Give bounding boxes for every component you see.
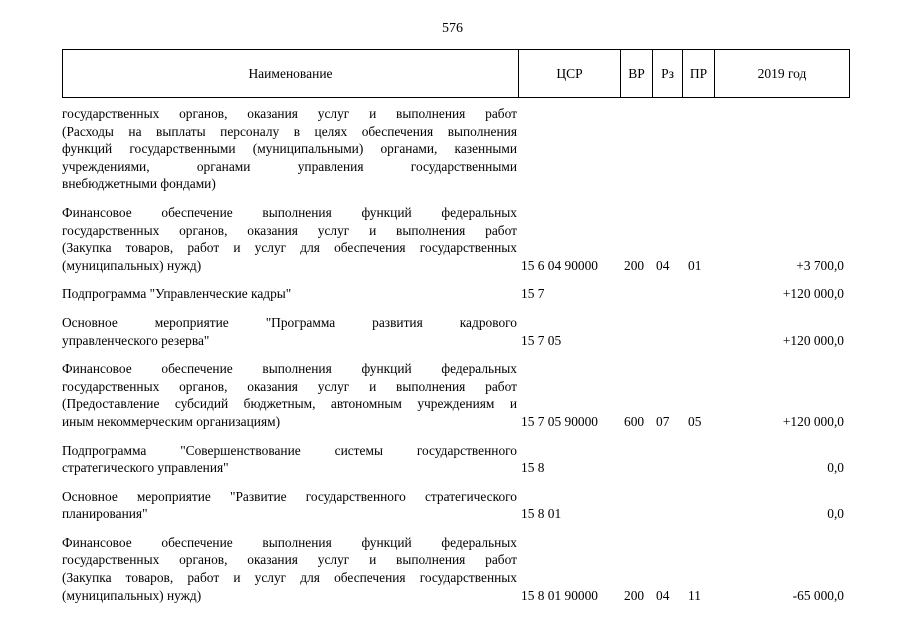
row-name-line: государственных органов, оказания услуг и выполнения работ (62, 552, 517, 568)
row-gap (62, 274, 850, 285)
row-year: 0,0 (827, 506, 844, 522)
header-vr: ВР (621, 50, 653, 97)
row-year: +120 000,0 (782, 332, 844, 348)
table-row (62, 285, 850, 303)
row-csr: 15 8 01 90000 (521, 587, 598, 603)
row-name (62, 360, 517, 430)
row-name (62, 534, 517, 604)
row-name-line: Финансовое обеспечение выполнения функций федеральных (62, 534, 517, 550)
row-csr: 15 7 (521, 286, 545, 302)
table-row (62, 314, 850, 349)
row-gap (62, 349, 850, 360)
row-name-line: планирования" (62, 506, 148, 522)
row-name-line: стратегического управления" (62, 460, 229, 476)
row-rz: 07 (656, 413, 670, 429)
header-rz: Рз (653, 50, 683, 97)
header-name: Наименование (63, 50, 519, 97)
row-name-line: Финансовое обеспечение выполнения функций федеральных (62, 204, 517, 220)
table-row (62, 488, 850, 523)
row-year: -65 000,0 (792, 587, 844, 603)
row-name-line: (Расходы на выплаты персоналу в целях обеспечения выполнения (62, 123, 517, 139)
row-rz: 04 (656, 587, 670, 603)
row-csr: 15 7 05 (521, 332, 562, 348)
row-name-line: государственных органов, оказания услуг и выполнения работ (62, 222, 517, 238)
header-year: 2019 год (757, 66, 807, 81)
row-csr: 15 7 05 90000 (521, 413, 598, 429)
row-name-line: государственных органов, оказания услуг и выполнения работ (62, 106, 517, 121)
row-vr: 600 (624, 413, 645, 429)
row-name-line: учреждениями, органами управления государственными (62, 158, 517, 174)
row-name (62, 204, 517, 274)
row-name-line: Основное мероприятие "Программа развития кадрового (62, 314, 517, 330)
table-body (62, 105, 850, 604)
row-year: 0,0 (827, 460, 844, 476)
row-name-line: (муниципальных) нужд) (62, 257, 202, 273)
table-row (62, 204, 850, 274)
row-year: +3 700,0 (796, 257, 844, 273)
row-gap (62, 477, 850, 488)
row-pr: 01 (688, 257, 702, 273)
row-name-line: (Закупка товаров, работ и услуг для обеспечения государственных (62, 240, 517, 256)
row-pr: 11 (688, 587, 701, 603)
row-name (62, 314, 517, 349)
row-year: +120 000,0 (782, 286, 844, 302)
table-header (62, 49, 850, 98)
row-name-line: внебюджетными фондами) (62, 176, 216, 192)
table-row (62, 105, 850, 193)
row-name-line: (муниципальных) нужд) (62, 587, 202, 603)
row-year: +120 000,0 (782, 413, 844, 429)
header-pr: ПР (683, 50, 715, 97)
row-name-line: Финансовое обеспечение выполнения функций федеральных (62, 361, 517, 377)
row-vr: 200 (624, 587, 645, 603)
row-name-line: государственных органов, оказания услуг и выполнения работ (62, 378, 517, 394)
row-name (62, 105, 517, 193)
row-name-line: Подпрограмма "Управленческие кадры" (62, 286, 292, 302)
header-csr: ЦСР (519, 50, 621, 97)
row-gap (62, 303, 850, 314)
row-csr: 15 8 01 (521, 506, 562, 522)
row-name (62, 442, 517, 477)
row-name-line: иным некоммерческим организациям) (62, 413, 281, 429)
row-gap (62, 193, 850, 204)
row-gap (62, 431, 850, 442)
row-name-line: управленческого резерва" (62, 332, 210, 348)
row-name-line: функций государственными (муниципальными) органами, казенными (62, 141, 517, 157)
row-csr: 15 6 04 90000 (521, 257, 598, 273)
row-pr: 05 (688, 413, 702, 429)
row-name-line: (Предоставление субсидий бюджетным, автономным учреждениям и (62, 396, 517, 412)
table-row (62, 442, 850, 477)
row-vr: 200 (624, 257, 645, 273)
page-number: 576 (442, 21, 463, 36)
table-row (62, 534, 850, 604)
row-name-line: Подпрограмма "Совершенствование системы государственного (62, 442, 517, 458)
row-name-line: (Закупка товаров, работ и услуг для обеспечения государственных (62, 570, 517, 586)
row-name (62, 285, 517, 303)
row-name (62, 488, 517, 523)
table-row (62, 360, 850, 430)
row-name-line: Основное мероприятие "Развитие государственного стратегического (62, 488, 517, 504)
row-csr: 15 8 (521, 460, 545, 476)
row-rz: 04 (656, 257, 670, 273)
row-gap (62, 523, 850, 534)
